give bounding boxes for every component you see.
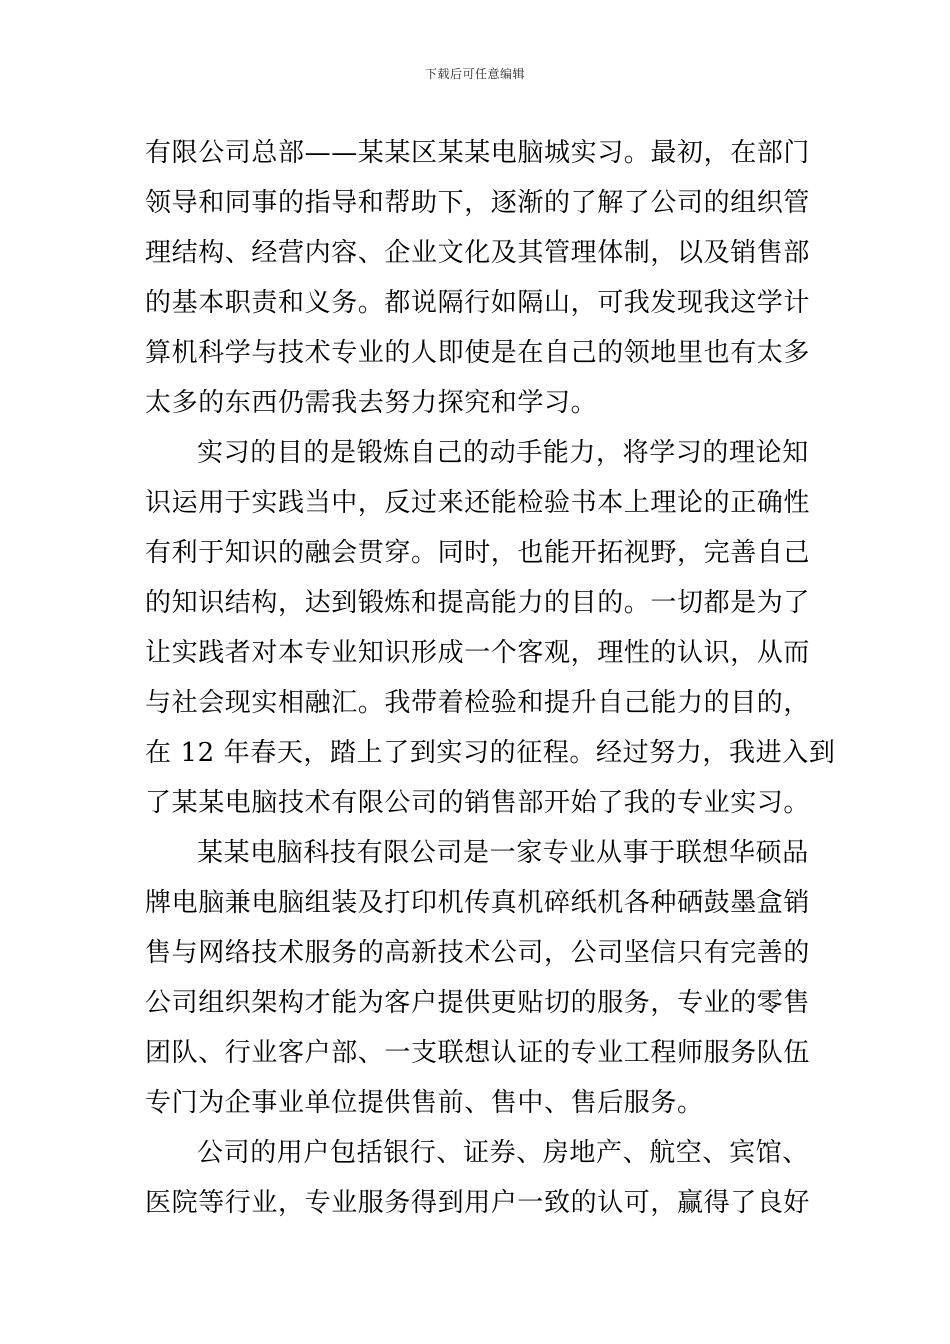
paragraph-line: 领导和同事的指导和帮助下，逐渐的了解了公司的组织管	[145, 188, 811, 218]
paragraph-line: 的知识结构，达到锻炼和提高能力的目的。一切都是为了	[145, 588, 811, 618]
header-note: 下载后可任意编辑	[424, 67, 525, 81]
paragraph-line: 的基本职责和义务。都说隔行如隔山，可我发现我这学计	[145, 288, 811, 318]
paragraph-line: 售与网络技术服务的高新技术公司，公司坚信只有完善的	[145, 938, 811, 968]
body-text	[145, 128, 836, 1228]
paragraph-line: 有限公司总部——某某区某某电脑城实习。最初，在部门	[145, 138, 811, 168]
paragraph-line: 牌电脑兼电脑组装及打印机传真机碎纸机各种硒鼓墨盒销	[145, 888, 811, 918]
paragraph-line: 让实践者对本专业知识形成一个客观，理性的认识，从而	[145, 638, 811, 668]
paragraph-line: 公司的用户包括银行、证券、房地产、航空、宾馆、	[197, 1138, 809, 1168]
paragraph-line: 与社会现实相融汇。我带着检验和提升自己能力的目的，	[145, 688, 811, 718]
paragraph-line: 有利于知识的融会贯穿。同时，也能开拓视野，完善自己	[145, 538, 811, 568]
paragraph-line: 实习的目的是锻炼自己的动手能力，将学习的理论知	[197, 438, 809, 468]
paragraph-line: 团队、行业客户部、一支联想认证的专业工程师服务队伍	[145, 1038, 811, 1068]
paragraph-line: 专门为企事业单位提供售前、售中、售后服务。	[145, 1088, 704, 1118]
paragraph-line: 太多的东西仍需我去努力探究和学习。	[145, 388, 598, 418]
paragraph-line: 在 12 年春天，踏上了到实习的征程。经过努力，我进入到	[145, 738, 836, 768]
paragraph-line: 了某某电脑技术有限公司的销售部开始了我的专业实习。	[145, 788, 811, 818]
paragraph-line: 医院等行业，专业服务得到用户一致的认可，赢得了良好	[145, 1188, 811, 1218]
paragraph-line: 算机科学与技术专业的人即使是在自己的领地里也有太多	[145, 338, 811, 368]
paragraph-line: 某某电脑科技有限公司是一家专业从事于联想华硕品	[197, 838, 809, 868]
paragraph-line: 理结构、经营内容、企业文化及其管理体制，以及销售部	[145, 238, 811, 268]
paragraph-line: 识运用于实践当中，反过来还能检验书本上理论的正确性	[145, 488, 811, 518]
paragraph-line: 公司组织架构才能为客户提供更贴切的服务，专业的零售	[145, 988, 811, 1018]
